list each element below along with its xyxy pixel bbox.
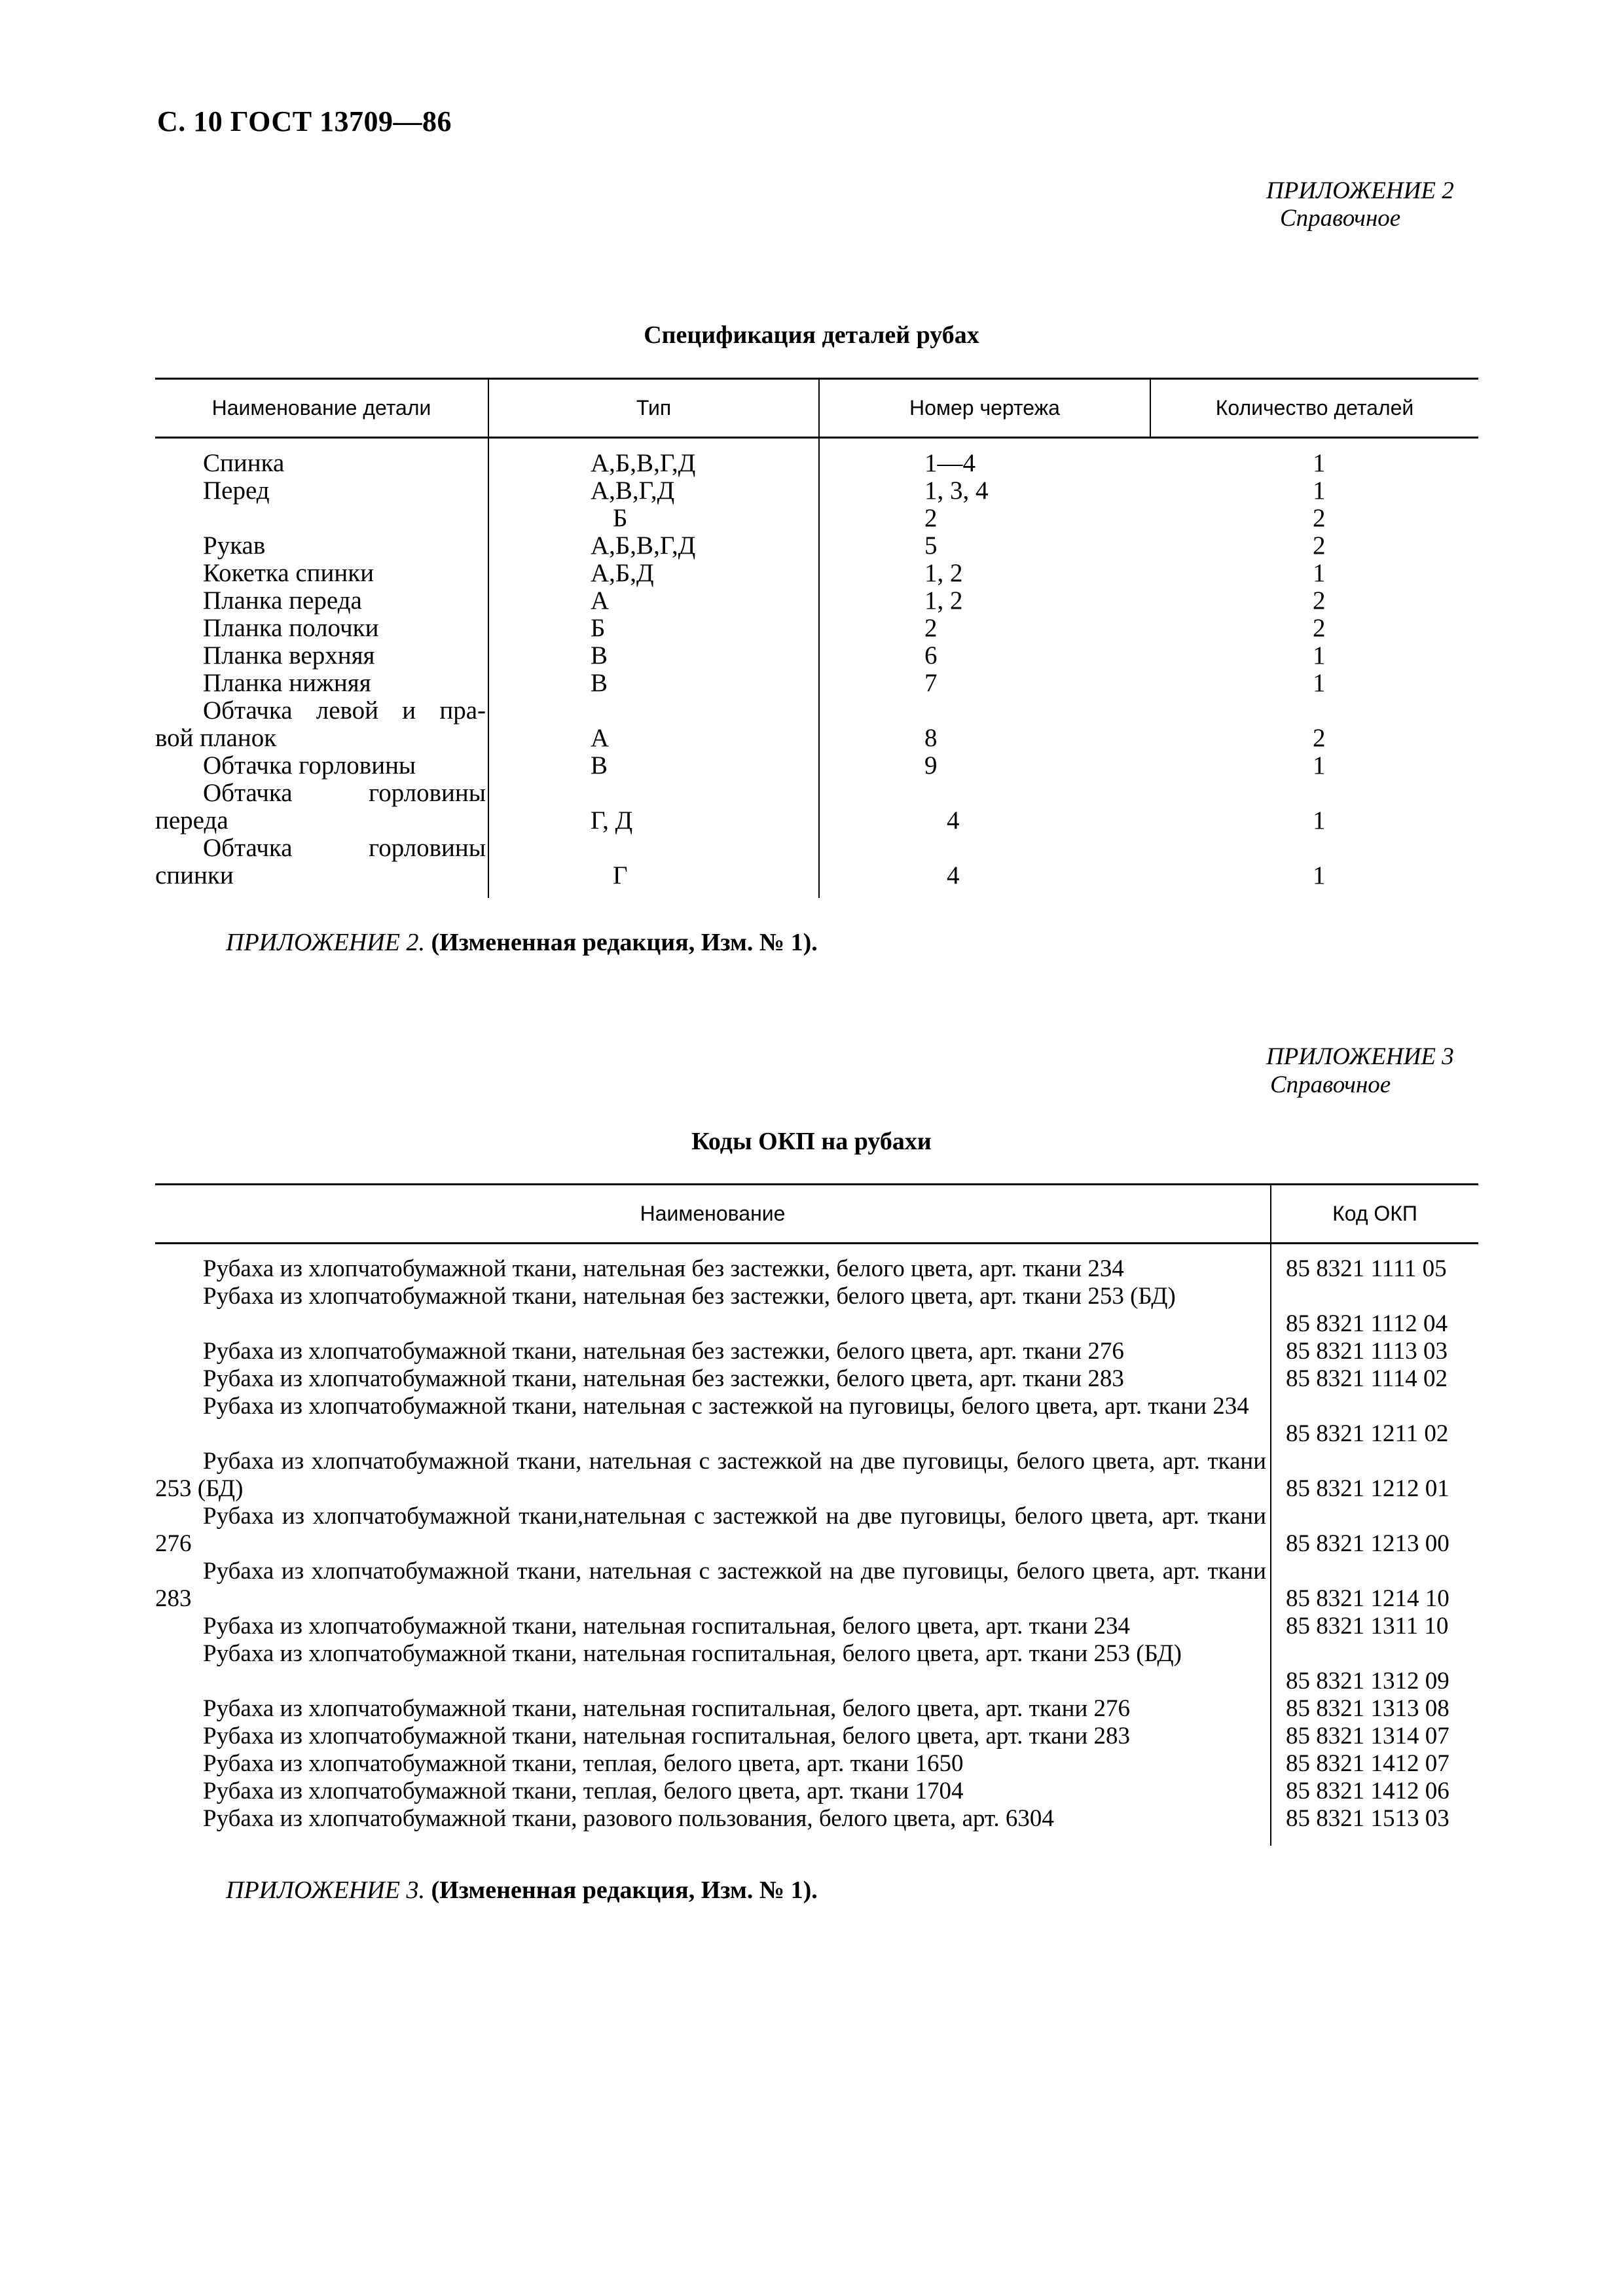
- table-row: [155, 1778, 1478, 1805]
- part-quantity: 2: [1313, 531, 1326, 560]
- part-quantity: 1: [1313, 669, 1326, 697]
- part-type: А: [591, 586, 610, 615]
- part-name: Перед: [203, 476, 270, 505]
- part-name-line1: Обтачка горловины: [203, 779, 486, 807]
- okp-code: 85 8321 1111 05: [1286, 1255, 1447, 1282]
- part-name: Кокетка спинки: [203, 559, 374, 587]
- table-row: [155, 1695, 1478, 1723]
- drawing-number: 2: [924, 504, 938, 532]
- part-name-line2: переда: [155, 806, 228, 834]
- table-row: [155, 1503, 1478, 1558]
- drawing-number: 2: [924, 614, 938, 642]
- col-header-code: Код ОКП: [1332, 1201, 1417, 1225]
- note-text: (Измененная редакция, Изм. № 1).: [431, 929, 818, 956]
- part-type: В: [591, 669, 608, 697]
- table-row: [155, 1365, 1478, 1393]
- product-name: Рубаха из хлопчатобумажной ткани, нательная с застежкой на пуговицы, белого цвета, арт. ткани 234: [203, 1393, 1249, 1420]
- part-type: А: [591, 724, 610, 752]
- okp-code: 85 8321 1211 02: [1286, 1420, 1449, 1447]
- table-row: [155, 1750, 1478, 1778]
- table-row: [155, 1723, 1478, 1750]
- part-quantity: 1: [1313, 641, 1326, 670]
- okp-code: 85 8321 1412 07: [1286, 1750, 1450, 1777]
- part-quantity: 1: [1313, 861, 1326, 889]
- okp-code: 85 8321 1113 03: [1286, 1338, 1448, 1365]
- product-name: Рубаха из хлопчатобумажной ткани, нательная с застежкой на две пуговицы, белого цвета, арт. ткани 253 (БД): [155, 1448, 1266, 1502]
- okp-code: 85 8321 1313 08: [1286, 1695, 1450, 1722]
- product-name: Рубаха из хлопчатобумажной ткани, нательная без застежки, белого цвета, арт. ткани 283: [203, 1365, 1124, 1392]
- product-name: Рубаха из хлопчатобумажной ткани, нательная госпитальная, белого цвета, арт. ткани 253 (БД): [203, 1640, 1182, 1667]
- table-row: [155, 1640, 1478, 1695]
- drawing-number: 6: [924, 641, 938, 670]
- part-type: А,Б,В,Г,Д: [591, 449, 696, 477]
- col-header-qty: Количество деталей: [1215, 395, 1414, 420]
- okp-code: 85 8321 1212 01: [1286, 1475, 1450, 1502]
- part-type: А,В,Г,Д: [591, 476, 675, 505]
- appendix-2-subtitle: Справочное: [1280, 205, 1401, 232]
- drawing-number: 4: [947, 806, 960, 834]
- table-row: [155, 1805, 1478, 1833]
- part-quantity: 1: [1313, 751, 1326, 780]
- appendix-3-subtitle: Справочное: [1270, 1071, 1391, 1098]
- col-header-drawing: Номер чертежа: [909, 395, 1060, 420]
- product-name: Рубаха из хлопчатобумажной ткани, теплая, белого цвета, арт. ткани 1704: [203, 1778, 964, 1804]
- part-quantity: 2: [1313, 504, 1326, 532]
- part-quantity: 2: [1313, 724, 1326, 752]
- drawing-number: 7: [924, 669, 938, 697]
- table-row: [155, 697, 1478, 725]
- part-quantity: 2: [1313, 614, 1326, 642]
- table-row: [155, 1448, 1478, 1503]
- okp-code: 85 8321 1412 06: [1286, 1778, 1450, 1804]
- product-name: Рубаха из хлопчатобумажной ткани, теплая, белого цвета, арт. ткани 1650: [203, 1750, 964, 1777]
- part-quantity: 2: [1313, 586, 1326, 615]
- table-row: [155, 670, 1478, 697]
- table-row: [155, 450, 1478, 477]
- table-row: [155, 780, 1478, 807]
- note-label: ПРИЛОЖЕНИЕ 3.: [226, 1876, 425, 1904]
- part-type: В: [591, 751, 608, 780]
- part-name: Обтачка горловины: [203, 751, 416, 780]
- spec-table: [155, 378, 1478, 898]
- drawing-number: 9: [924, 751, 938, 780]
- part-quantity: 1: [1313, 476, 1326, 505]
- drawing-number: 1, 2: [924, 586, 963, 615]
- table-row: [155, 725, 1478, 752]
- okp-code: 85 8321 1314 07: [1286, 1723, 1450, 1749]
- okp-table-title: Коды ОКП на рубахи: [691, 1128, 932, 1155]
- part-name-line2: спинки: [155, 861, 234, 889]
- product-name: Рубаха из хлопчатобумажной ткани, нательная госпитальная, белого цвета, арт. ткани 234: [203, 1613, 1131, 1640]
- table-row: [155, 862, 1478, 889]
- part-name: Планка переда: [203, 586, 362, 615]
- drawing-number: 8: [924, 724, 938, 752]
- part-type: Г: [613, 861, 628, 889]
- table-row: [155, 532, 1478, 560]
- okp-code: 85 8321 1112 04: [1286, 1310, 1448, 1337]
- table-row: [155, 1338, 1478, 1365]
- part-type: А,Б,Д: [591, 559, 654, 587]
- okp-code: 85 8321 1513 03: [1286, 1805, 1450, 1832]
- part-quantity: 1: [1313, 449, 1326, 477]
- okp-code: 85 8321 1312 09: [1286, 1668, 1450, 1695]
- part-name: Рукав: [203, 531, 266, 560]
- table-row: [155, 642, 1478, 670]
- product-name: Рубаха из хлопчатобумажной ткани, нательная с застежкой на две пуговицы, белого цвета, арт. ткани 283: [155, 1558, 1266, 1612]
- part-name: Планка верхняя: [203, 641, 375, 670]
- part-type: Б: [613, 504, 628, 532]
- appendix-3-note: [226, 1876, 818, 1905]
- product-name: Рубаха из хлопчатобумажной ткани, нательная госпитальная, белого цвета, арт. ткани 276: [203, 1695, 1131, 1722]
- part-name-line1: Обтачка левой и пра-: [203, 696, 486, 725]
- table-row: [155, 560, 1478, 587]
- product-name: Рубаха из хлопчатобумажной ткани,нательная с застежкой на две пуговицы, белого цвета, арт. ткани 276: [155, 1503, 1266, 1557]
- part-type: Г, Д: [591, 806, 633, 834]
- table-row: [155, 477, 1478, 505]
- drawing-number: 1—4: [924, 449, 976, 477]
- part-type: А,Б,В,Г,Д: [591, 531, 696, 560]
- table-row: [155, 505, 1478, 532]
- note-label: ПРИЛОЖЕНИЕ 2.: [226, 929, 425, 956]
- col-header-type: Тип: [636, 395, 672, 420]
- okp-code: 85 8321 1114 02: [1286, 1365, 1448, 1392]
- product-name: Рубаха из хлопчатобумажной ткани, нательная без застежки, белого цвета, арт. ткани 234: [203, 1255, 1124, 1282]
- part-type: В: [591, 641, 608, 670]
- table-row: [155, 807, 1478, 834]
- table-row: [155, 587, 1478, 615]
- part-name-line2: вой планок: [155, 724, 277, 752]
- table-row: [155, 1393, 1478, 1448]
- part-name: Спинка: [203, 449, 285, 477]
- table-row: [155, 752, 1478, 780]
- note-text: (Измененная редакция, Изм. № 1).: [431, 1876, 818, 1904]
- appendix-2-note: [226, 928, 818, 957]
- drawing-number: 5: [924, 531, 938, 560]
- product-name: Рубаха из хлопчатобумажной ткани, нательная без застежки, белого цвета, арт. ткани 253 (БД): [203, 1283, 1176, 1310]
- col-header-name: Наименование детали: [211, 395, 431, 420]
- col-header-name: Наименование: [640, 1201, 786, 1225]
- table-row: [155, 1613, 1478, 1640]
- drawing-number: 1, 2: [924, 559, 963, 587]
- product-name: Рубаха из хлопчатобумажной ткани, нательная госпитальная, белого цвета, арт. ткани 283: [203, 1723, 1131, 1749]
- part-quantity: 1: [1313, 806, 1326, 834]
- table-row: [155, 1255, 1478, 1283]
- okp-code: 85 8321 1214 10: [1286, 1585, 1450, 1612]
- table-row: [155, 1558, 1478, 1613]
- okp-code: 85 8321 1213 00: [1286, 1530, 1450, 1557]
- part-quantity: 1: [1313, 559, 1326, 587]
- part-name: Планка нижняя: [203, 669, 371, 697]
- product-name: Рубаха из хлопчатобумажной ткани, нательная без застежки, белого цвета, арт. ткани 276: [203, 1338, 1124, 1365]
- drawing-number: 4: [947, 861, 960, 889]
- appendix-3-title: ПРИЛОЖЕНИЕ 3: [1266, 1043, 1454, 1070]
- table-row: [155, 834, 1478, 862]
- table-row: [155, 1283, 1478, 1338]
- part-name: Планка полочки: [203, 614, 379, 642]
- okp-table: [155, 1183, 1478, 1846]
- part-type: Б: [591, 614, 606, 642]
- table-row: [155, 615, 1478, 642]
- page-header: С. 10 ГОСТ 13709—86: [157, 105, 452, 137]
- product-name: Рубаха из хлопчатобумажной ткани, разового пользования, белого цвета, арт. 6304: [203, 1805, 1054, 1832]
- part-name-line1: Обтачка горловины: [203, 834, 486, 862]
- appendix-2-title: ПРИЛОЖЕНИЕ 2: [1266, 177, 1454, 204]
- drawing-number: 1, 3, 4: [924, 476, 989, 505]
- okp-code: 85 8321 1311 10: [1286, 1613, 1449, 1640]
- spec-table-title: Спецификация деталей рубах: [644, 321, 979, 349]
